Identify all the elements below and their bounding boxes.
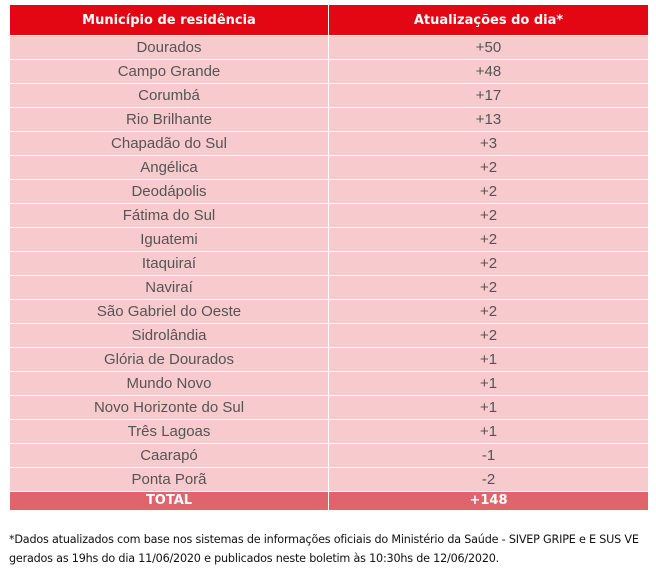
table-row xyxy=(10,348,649,372)
update-value-cell: +1 xyxy=(329,420,649,444)
table-row xyxy=(10,180,649,204)
update-value-cell: +2 xyxy=(329,156,649,180)
cases-table-container xyxy=(9,4,648,511)
table-row xyxy=(10,468,649,492)
table-row xyxy=(10,372,649,396)
header-municipality: Município de residência xyxy=(10,5,329,36)
municipality-cell: Chapadão do Sul xyxy=(10,132,329,156)
municipality-cell: Corumbá xyxy=(10,84,329,108)
table-row xyxy=(10,396,649,420)
table-row xyxy=(10,324,649,348)
table-row xyxy=(10,156,649,180)
table-header-row xyxy=(10,5,649,36)
update-value-cell: +50 xyxy=(329,36,649,60)
update-value-cell: +17 xyxy=(329,84,649,108)
update-value-cell: -1 xyxy=(329,444,649,468)
municipality-cell: Rio Brilhante xyxy=(10,108,329,132)
update-value-cell: +1 xyxy=(329,348,649,372)
municipality-cell: São Gabriel do Oeste xyxy=(10,300,329,324)
update-value-cell: +1 xyxy=(329,396,649,420)
update-value-cell: -2 xyxy=(329,468,649,492)
update-value-cell: +2 xyxy=(329,252,649,276)
update-value-cell: +2 xyxy=(329,324,649,348)
table-row xyxy=(10,204,649,228)
municipality-cell: Sidrolândia xyxy=(10,324,329,348)
update-value-cell: +2 xyxy=(329,204,649,228)
municipality-cell: Naviraí xyxy=(10,276,329,300)
update-value-cell: +3 xyxy=(329,132,649,156)
total-value: +148 xyxy=(329,492,649,511)
cases-table xyxy=(9,4,649,511)
municipality-cell: Novo Horizonte do Sul xyxy=(10,396,329,420)
update-value-cell: +2 xyxy=(329,300,649,324)
update-value-cell: +2 xyxy=(329,276,649,300)
municipality-cell: Iguatemi xyxy=(10,228,329,252)
total-row xyxy=(10,492,649,511)
municipality-cell: Deodápolis xyxy=(10,180,329,204)
municipality-cell: Caarapó xyxy=(10,444,329,468)
table-row xyxy=(10,36,649,60)
table-row xyxy=(10,228,649,252)
update-value-cell: +48 xyxy=(329,60,649,84)
header-daily-updates: Atualizações do dia* xyxy=(329,5,649,36)
table-row xyxy=(10,108,649,132)
municipality-cell: Dourados xyxy=(10,36,329,60)
table-row xyxy=(10,444,649,468)
table-row xyxy=(10,84,649,108)
update-value-cell: +13 xyxy=(329,108,649,132)
municipality-cell: Campo Grande xyxy=(10,60,329,84)
total-label: TOTAL xyxy=(10,492,329,511)
municipality-cell: Três Lagoas xyxy=(10,420,329,444)
municipality-cell: Angélica xyxy=(10,156,329,180)
table-row xyxy=(10,276,649,300)
update-value-cell: +1 xyxy=(329,372,649,396)
update-value-cell: +2 xyxy=(329,180,649,204)
table-row xyxy=(10,60,649,84)
footnote: *Dados atualizados com base nos sistemas de informações oficiais do Ministério da Saúde - SIVEP GRIPE e E SUS VE gerados as 19hs do dia 11/06/2020 e publicados neste boletim às 10:30hs de 12/06/2020. xyxy=(9,533,639,565)
table-row xyxy=(10,300,649,324)
municipality-cell: Glória de Dourados xyxy=(10,348,329,372)
municipality-cell: Mundo Novo xyxy=(10,372,329,396)
table-row xyxy=(10,420,649,444)
municipality-cell: Itaquiraí xyxy=(10,252,329,276)
municipality-cell: Fátima do Sul xyxy=(10,204,329,228)
update-value-cell: +2 xyxy=(329,228,649,252)
table-row xyxy=(10,252,649,276)
table-row xyxy=(10,132,649,156)
municipality-cell: Ponta Porã xyxy=(10,468,329,492)
